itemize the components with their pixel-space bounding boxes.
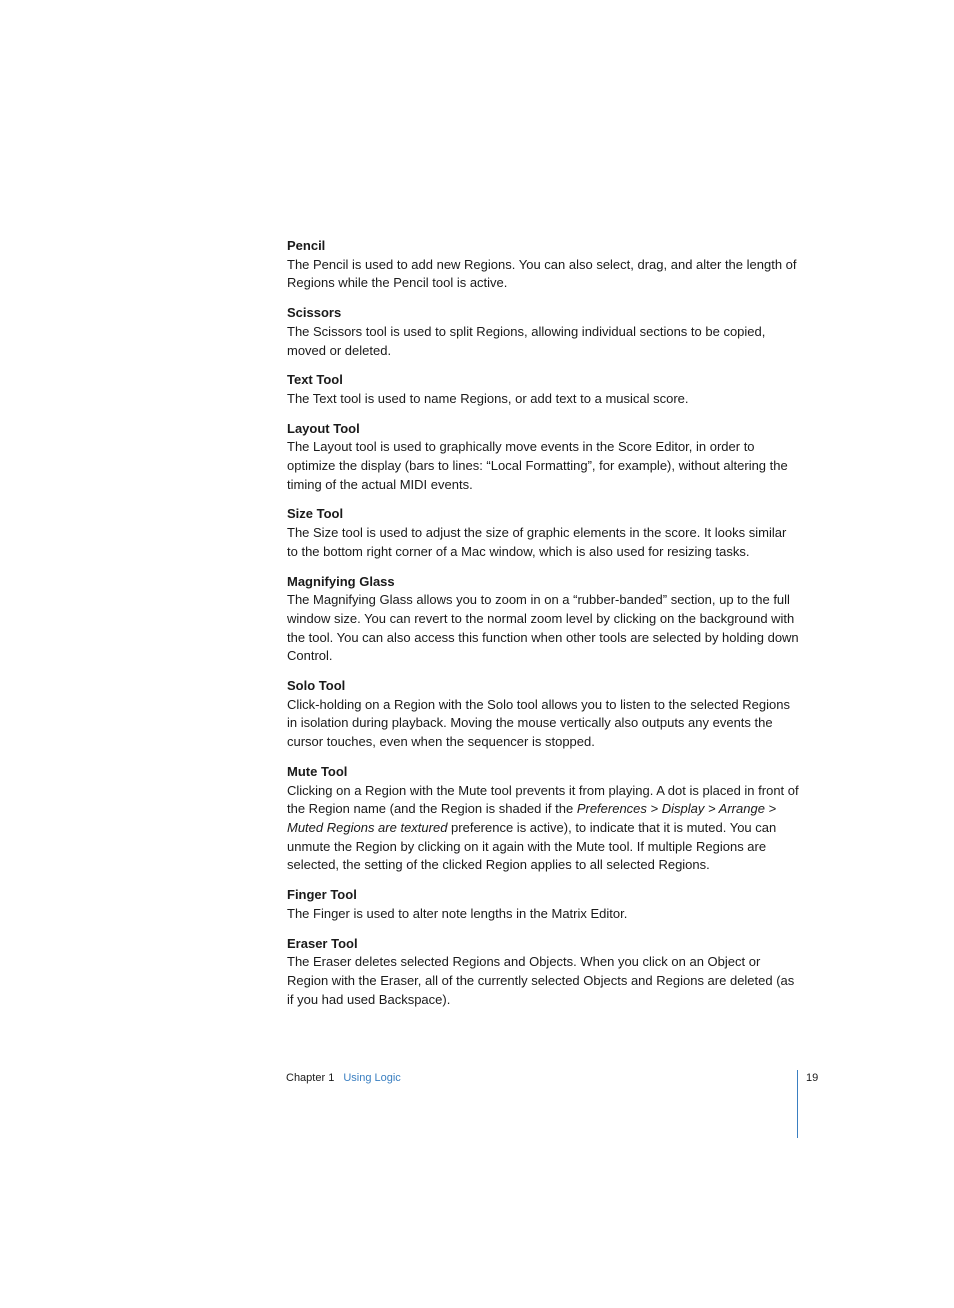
document-body	[287, 237, 799, 1020]
entry-body: The Text tool is used to name Regions, or add text to a musical score.	[287, 390, 689, 406]
entry-title: Eraser Tool	[287, 935, 358, 951]
entry-body: Click-holding on a Region with the Solo tool allows you to listen to the selected Regions in isolation during playback. Moving the mouse vertically also outputs any events the cursor touches, even when the sequencer is stopped.	[287, 696, 790, 750]
entry-title: Layout Tool	[287, 420, 360, 436]
entry-body: The Scissors tool is used to split Regions, allowing individual sections to be copied, moved or deleted.	[287, 323, 766, 358]
entry-title: Magnifying Glass	[287, 573, 395, 589]
entry-mute-tool	[287, 763, 799, 875]
entry-size-tool	[287, 505, 799, 561]
entry-title: Size Tool	[287, 506, 344, 522]
page-divider-rule	[797, 1070, 798, 1138]
entry-body: The Size tool is used to adjust the size of graphic elements in the score. It looks similar to the bottom right corner of a Mac window, which is also used for resizing tasks.	[287, 525, 787, 559]
entry-layout-tool	[287, 420, 799, 495]
chapter-title: Using Logic	[343, 1072, 401, 1084]
entry-pencil	[287, 237, 799, 293]
entry-body: The Magnifying Glass allows you to zoom in on a “rubber-banded” section, up to the full window size. You can revert to the normal zoom level by clicking on the background with the tool. You can also access this function when other tools are selected by holding down Control.	[287, 592, 799, 664]
entry-body-text: Clicking on a Region with the Mute tool prevents it from playing. A dot is placed in front of the Region name (and the Region is shaded if the	[287, 782, 799, 817]
preference-path: Preferences > Display > Arrange > Muted Regions are textured	[287, 801, 777, 835]
entry-body: The Eraser deletes selected Regions and Objects. When you click on an Object or Region with the Eraser, all of the currently selected Objects and Regions are deleted (as if you had used Backspace).	[287, 954, 795, 1007]
entry-body-text: preference is active), to indicate that it is muted. You can unmute the Region by clicking on it again with the Mute tool. If multiple Regions are selected, the setting of the clicked Region applies to all selected Regions.	[287, 819, 777, 873]
entry-scissors	[287, 304, 799, 360]
entry-body	[287, 782, 799, 876]
chapter-label: Chapter 1	[286, 1072, 335, 1084]
entry-title: Scissors	[287, 305, 342, 321]
entry-magnifying-glass	[287, 573, 799, 667]
entry-eraser-tool	[287, 935, 799, 1010]
entry-finger-tool	[287, 886, 799, 923]
entry-title: Solo Tool	[287, 678, 346, 694]
entry-title: Pencil	[287, 238, 326, 253]
entry-title: Finger Tool	[287, 887, 357, 903]
entry-body: The Pencil is used to add new Regions. You can also select, drag, and alter the length of Regions while the Pencil tool is active.	[287, 256, 797, 291]
entry-body: The Finger is used to alter note lengths in the Matrix Editor.	[287, 905, 628, 921]
entry-solo-tool	[287, 677, 799, 752]
entry-title: Mute Tool	[287, 763, 348, 779]
page-footer	[286, 1070, 401, 1086]
page-number: 19	[806, 1072, 819, 1084]
entry-text-tool	[287, 371, 799, 408]
entry-body: The Layout tool is used to graphically move events in the Score Editor, in order to optimize the display (bars to lines: “Local Formatting”, for example), without altering the timing of the actual MIDI events.	[287, 439, 788, 492]
entry-title: Text Tool	[287, 372, 343, 388]
